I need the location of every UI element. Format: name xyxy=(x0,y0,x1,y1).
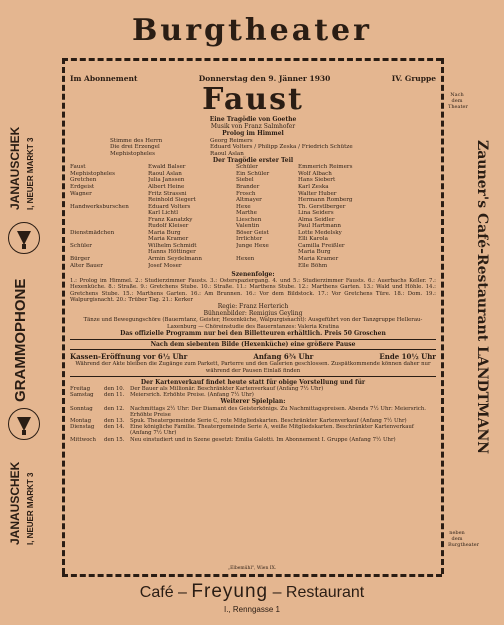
cast-role: Ein Schüler xyxy=(236,170,270,177)
cast-actor: Reinhold Siegert xyxy=(148,197,196,204)
footer-dash: – xyxy=(178,584,187,601)
cast-role: Hexe xyxy=(236,203,251,210)
cast-role: Dienstmädchen xyxy=(70,229,115,236)
border-right xyxy=(441,58,444,574)
director-credit: Regie: Franz Herterich xyxy=(217,303,289,311)
left-advert xyxy=(2,90,58,550)
program-body xyxy=(70,62,436,443)
times-row xyxy=(70,352,436,361)
design-credit: Bühnenbilder: Remigius Geyling xyxy=(203,310,303,318)
cast-actor: Paul Hartmann xyxy=(298,223,341,230)
cast-role: Wagner xyxy=(70,190,92,197)
advert-small-bottom: neben dem Burgtheater xyxy=(448,530,480,548)
cast-actor: Lotte Medelsky xyxy=(298,229,342,236)
advert-brand-mid: GRAMMOPHONE xyxy=(12,278,29,402)
cast-role: Hexen xyxy=(236,255,255,262)
cast-role: Marthe xyxy=(236,210,257,217)
cast-actor: Karl Zeska xyxy=(298,183,329,190)
cast-actor: Maria Burg xyxy=(298,249,331,256)
cast-role: Brander xyxy=(236,183,260,190)
cast-role: Faust xyxy=(70,164,86,171)
group-label: IV. Gruppe xyxy=(391,74,436,83)
cast-role: Valentin xyxy=(236,223,260,230)
footer-cafe-label: Café xyxy=(139,584,174,601)
cast-actor: Maria Kramer xyxy=(148,236,189,243)
cast-actor: Maria Burg xyxy=(148,229,181,236)
cast-actor: Eduard Volters xyxy=(148,203,191,210)
advert-cafe-name: Zauner's Café-Restaurant LANDTMANN xyxy=(474,140,490,455)
cast-role: Schüler xyxy=(236,164,258,171)
divider xyxy=(70,376,436,377)
play-title: Faust xyxy=(202,82,304,117)
cast-actor: Th. Gerstlberger xyxy=(298,203,346,210)
scenes-heading: Szenenfolge: xyxy=(231,271,275,279)
cast-actor: Hanns Höttinger xyxy=(148,249,196,256)
cast-actor: Lina Seiders xyxy=(298,210,334,217)
cast-actor: Emmerich Reimers xyxy=(298,164,353,171)
performance-date: Donnerstag den 9. Jänner 1930 xyxy=(198,74,331,83)
music-credit: Musik von Franz Salmhofer xyxy=(210,123,296,131)
footer-dash: – xyxy=(272,584,282,601)
gramophone-logo-icon xyxy=(8,408,40,440)
prologue-heading: Prolog im Himmel xyxy=(222,130,284,138)
theater-title: Burgtheater xyxy=(132,13,372,48)
cast-actor: Ewald Balser xyxy=(148,164,186,171)
start-time: Anfang 6¾ Uhr xyxy=(253,352,314,362)
cast-role: Schüler xyxy=(70,242,92,249)
cast-actor: Maria Kramer xyxy=(298,255,339,262)
cast-actor: Josef Moser xyxy=(148,262,182,269)
cast-role: Handwerksburschen xyxy=(70,203,129,210)
cast-actor: Armin Seydelmann xyxy=(148,255,203,262)
scenes-text: 1.: Prolog im Himmel. 2.: Studierzimmer Fausts. 3.: Osterspaziergang. 4. und 5.: Studierzimmer Fausts. 6.: Auerbachs Keller. 7.: Hexenküche. 8.: Straße. 9.: Gretchens Stube. 10.: Straße. 11.: Marthens Stube. 12.: Marthens Garten. 13.: Wald und Höhle. 14.: Gretchens Stube. 15.: Marthens Garten. 16.: Am Brunnen. 16.: Vor dem Bildstock. 17.: Vor Gretchens Türe. 18.: Dom. 19.: Walpurgisnacht. 20.: Trüber Tag. 21.: Kerker xyxy=(70,278,436,303)
cast-role: Siebel xyxy=(236,177,254,184)
schedule-list: Sonntag den 12. Nachmittags 2½ Uhr: Der Diamant des Geisterkönigs. Zu Nachmittagspreisen. Abends 7½ Uhr: Meiersrich. Erhöhte Preise Montag den 13. Spuk. Theatergemeinde Serie C, rote Mitgliedskarten. Beschränkter Kartenverkauf (Anfang 7½ Uhr) Dienstag den 14. Eine königliche Familie. Theatergemeinde Serie A, weiße Mitgliedskarten. Beschränkter Kartenverkauf (Anfang 7½ Uhr) Mittwoch den 15. Neu einstudiert und in Szene gesetzt: Emilia Galotti. Im Abonnement I. Gruppe (Anfang 7½ Uhr) xyxy=(70,405,427,443)
cast-role: Lieschen xyxy=(236,216,262,223)
footer-cafe-name: Freyung xyxy=(191,581,269,602)
cast-actor: Albert Heine xyxy=(148,183,185,190)
cast-actor: Alma Seidler xyxy=(298,216,335,223)
play-subtitle: Eine Tragödie von Goethe xyxy=(209,116,297,123)
presale-note: Der Kartenverkauf findet heute statt für obige Vorstellung und für xyxy=(140,378,366,386)
subscription-label: Im Abonnement xyxy=(70,74,138,83)
footer-restaurant-label: Restaurant xyxy=(285,584,365,601)
border-left xyxy=(62,58,65,574)
cast-actor: Franz Kanatzky xyxy=(148,216,193,223)
dance-credit: Tänze und Bewegungschöre (Bauerntanz, Geister, Hexenküche, Walpurgisnacht): Ausgeführt von der Tanzgruppe Hellerau-Laxenburg — Chöreinstudie des Bauerntanzes: Valeria Kratina xyxy=(83,317,423,330)
program-note: Das offizielle Programm nur bei den Billetteuren erhältlich. Preis 50 Groschen xyxy=(120,329,386,337)
cast-role: Altmayer xyxy=(236,197,262,204)
border-top xyxy=(62,58,442,61)
cast-role: Alter Bauer xyxy=(70,262,103,269)
cast-actor: Hermann Romberg xyxy=(298,197,353,204)
cast-role: Junge Hexe xyxy=(236,242,269,249)
cast-role: Mephistopheles xyxy=(70,170,115,177)
box-office-opening: Kassen-Eröffnung vor 6½ Uhr xyxy=(70,352,188,362)
cast-actor: Raoul Aslan xyxy=(148,170,182,177)
cast-actor: Walter Huber xyxy=(298,190,337,197)
footer-advert xyxy=(0,582,504,603)
advert-brand-top: JANAUSCHEK xyxy=(8,126,22,210)
printer-credit: „Elbemühl", Wien IX. xyxy=(227,566,277,571)
end-time: Ende 10½ Uhr xyxy=(379,352,436,362)
prologue-cast xyxy=(70,138,436,158)
cast-actor: Wilhelm Schmidt xyxy=(148,242,197,249)
cast-role: Bürger xyxy=(70,255,90,262)
part1-heading: Der Tragödie erster Teil xyxy=(212,157,294,165)
cast-list xyxy=(70,164,436,269)
advert-address-bottom: I, NEUER MARKT 3 xyxy=(26,472,35,545)
border-bottom xyxy=(62,574,442,577)
advert-brand-bottom: JANAUSCHEK xyxy=(8,461,22,545)
cast-actor: Fritz Strassni xyxy=(148,190,187,197)
prologue-row: Stimme des Herrn Georg Reimers xyxy=(110,137,253,144)
prologue-row: Die drei Erzengel Eduard Volters / Philipp Zeska / Friedrich Schütze xyxy=(110,144,353,151)
cast-actor: Camilla Freißler xyxy=(298,242,345,249)
cast-actor: Rudolf Kleiser xyxy=(148,223,189,230)
intermission-note: Nach dem siebenten Bilde (Hexenküche) eine größere Pause xyxy=(70,339,436,350)
cast-role: Böser Geist xyxy=(236,229,269,236)
cast-role xyxy=(236,263,292,270)
cast-actor: Karl Lichtl xyxy=(148,210,179,217)
cast-actor: Wolf Albach xyxy=(298,170,332,177)
cast-actor: Hans Siebert xyxy=(298,177,336,184)
footer-address: I., Renngasse 1 xyxy=(223,605,281,614)
late-entry-note: Während der Akte bleiben die Zugänge zum Parkett, Parterre und den Galerien geschlossen. Zuspätkommende können daher nur während der Pausen Einlaß finden xyxy=(75,361,431,374)
advert-small-top: Nach dem Theater xyxy=(448,92,468,110)
right-advert xyxy=(446,90,502,550)
gramophone-logo-icon xyxy=(8,222,40,254)
cast-actor: Julia Janssen xyxy=(148,177,185,184)
cast-role: Gretchen xyxy=(70,177,97,184)
cast-actor: Elli Karola xyxy=(298,236,328,243)
cast-role: Irrlichter xyxy=(236,236,263,243)
advert-address-top: I, NEUER MARKT 3 xyxy=(26,137,35,210)
prologue-row: Mephistopheles Raoul Aslan xyxy=(110,150,244,157)
schedule-heading: Weiterer Spielplan: xyxy=(220,398,286,406)
cast-role: Frosch xyxy=(236,190,256,197)
cast-actor: Elle Böhm xyxy=(298,262,328,269)
cast-role: Erdgeist xyxy=(70,183,95,190)
schedule-pre: Freitag den 10. Der Bauer als Millionär. Beschränkter Kartenverkauf (Anfang 7½ Uhr) Samstag den 11. Meiersrich. Erhöhte Preise. (Anfang 7½ Uhr) xyxy=(70,385,324,399)
